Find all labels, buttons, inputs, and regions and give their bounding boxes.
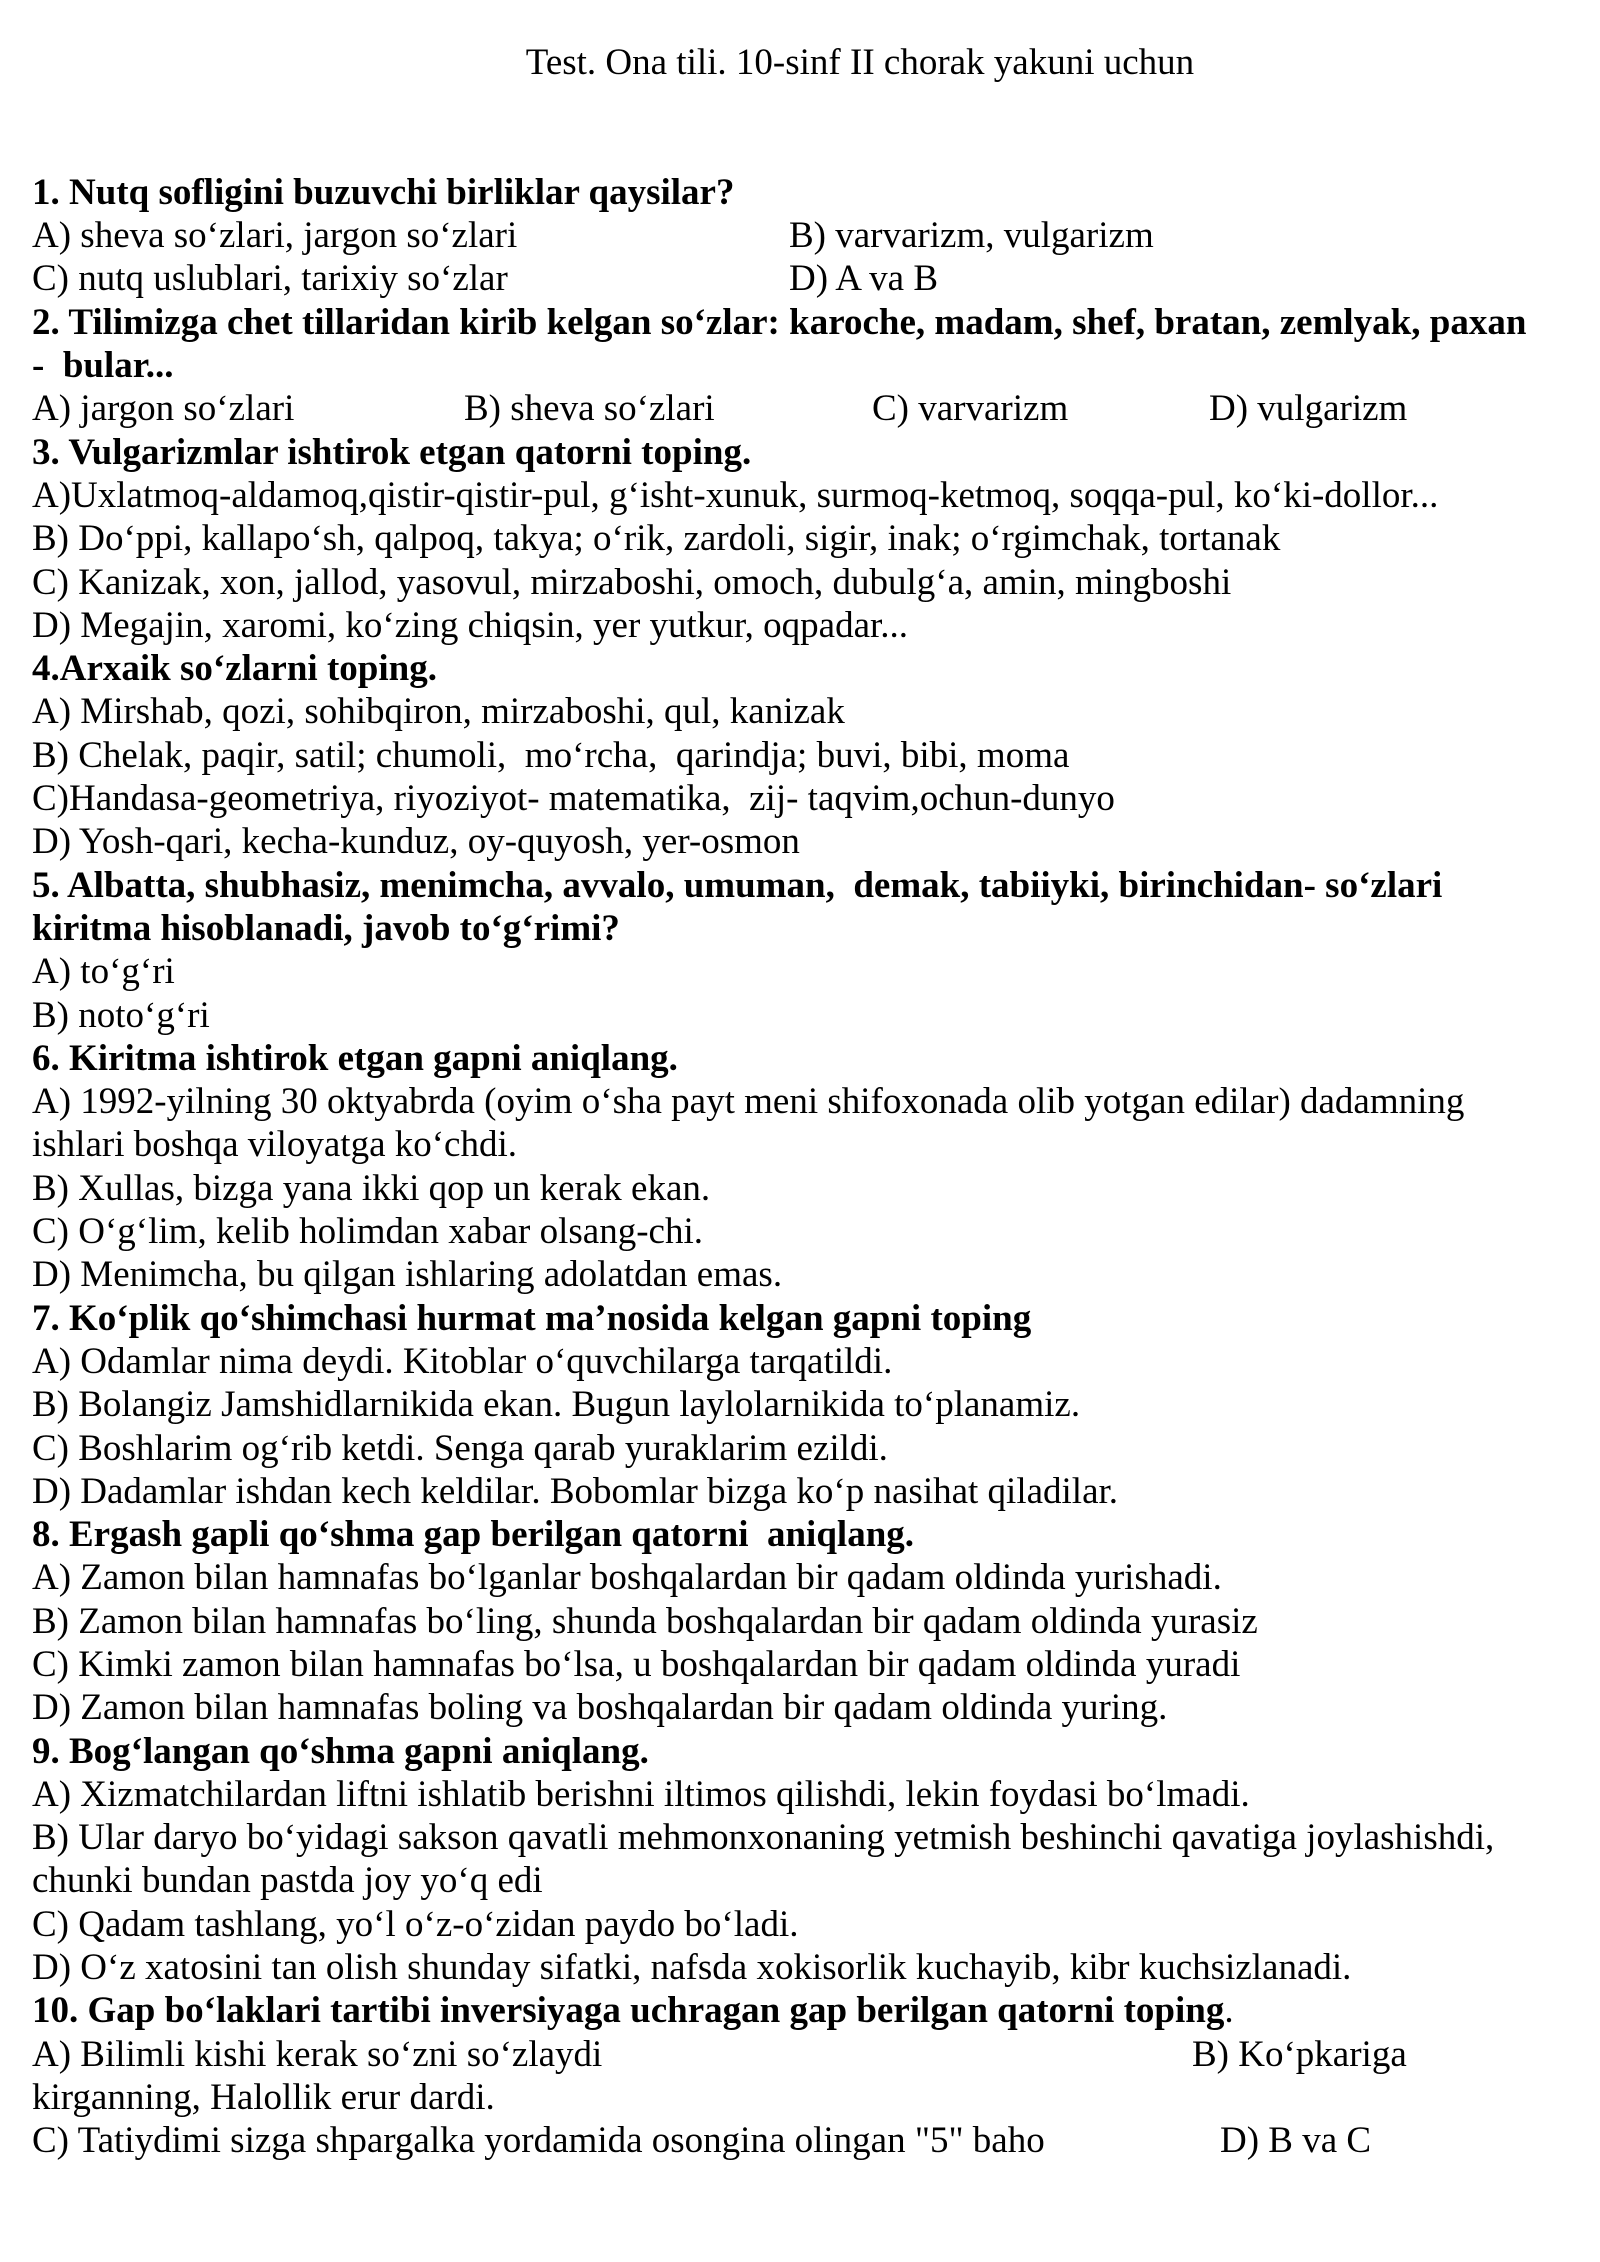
q2-heading-line-1: 2. Tilimizga chet tillaridan kirib kelgan so‘zlar: karoche, madam, shef, bratan, zemlyak, paxan: [32, 301, 1527, 343]
q9-option-b-line-1: B) Ular daryo bo‘yidagi sakson qavatli mehmonxonaning yetmish beshinchi qavatiga joylashishdi,: [32, 1817, 1495, 1859]
q4-option-c: C)Handasa-geometriya, riyoziyot- matematika, zij- taqvim,ochun-dunyo: [32, 778, 1115, 820]
q4-heading: 4.Arxaik so‘zlarni toping.: [32, 648, 437, 690]
q2-heading-line-2: - bular...: [32, 345, 174, 387]
q10-heading-period: .: [1224, 1990, 1234, 2032]
q9-option-b-line-2: chunki bundan pastda joy yo‘q edi: [32, 1860, 543, 1902]
q9-option-d: D) O‘z xatosini tan olish shunday sifatki, nafsda xokisorlik kuchayib, kibr kuchsizlanadi.: [32, 1947, 1352, 1989]
q3-heading: 3. Vulgarizmlar ishtirok etgan qatorni toping.: [32, 431, 752, 473]
q8-option-b: B) Zamon bilan hamnafas bo‘ling, shunda boshqalardan bir qadam oldinda yurasiz: [32, 1600, 1258, 1642]
q1-option-b: B) varvarizm, vulgarizm: [789, 215, 1154, 257]
q1-option-a: A) sheva so‘zlari, jargon so‘zlari: [32, 215, 518, 257]
q10-option-c: C) Tatiydimi sizga shpargalka yordamida osongina olingan "5" baho: [32, 2120, 1045, 2162]
q2-option-b: B) sheva so‘zlari: [464, 388, 715, 430]
q2-option-d: D) vulgarizm: [1209, 388, 1408, 430]
q4-option-a: A) Mirshab, qozi, sohibqiron, mirzaboshi, qul, kanizak: [32, 691, 845, 733]
q8-option-c: C) Kimki zamon bilan hamnafas bo‘lsa, u boshqalardan bir qadam oldinda yuradi: [32, 1643, 1241, 1685]
q5-heading-line-1: 5. Albatta, shubhasiz, menimcha, avvalo, umuman, demak, tabiiyki, birinchidan- so‘zlari: [32, 864, 1443, 906]
q3-option-d: D) Megajin, xaromi, ko‘zing chiqsin, yer yutkur, oqpadar...: [32, 604, 909, 646]
q7-option-b: B) Bolangiz Jamshidlarnikida ekan. Bugun laylolarnikida to‘planamiz.: [32, 1384, 1081, 1426]
q3-option-c: C) Kanizak, xon, jallod, yasovul, mirzaboshi, omoch, dubulg‘a, amin, mingboshi: [32, 561, 1232, 603]
q6-option-a-line-1: A) 1992-yilning 30 oktyabrda (oyim o‘sha payt meni shifoxonada olib yotgan edilar) dadamning: [32, 1081, 1465, 1123]
q4-option-d: D) Yosh-qari, kecha-kunduz, oy-quyosh, yer-osmon: [32, 821, 800, 863]
q10-option-b-continuation: kirganning, Halollik erur dardi.: [32, 2076, 495, 2118]
q5-option-a: A) to‘g‘ri: [32, 951, 175, 993]
q1-heading: 1. Nutq sofligini buzuvchi birliklar qaysilar?: [32, 171, 735, 213]
q1-option-c: C) nutq uslublari, tarixiy so‘zlar: [32, 258, 508, 300]
document-title: Test. Ona tili. 10-sinf II chorak yakuni uchun: [525, 42, 1195, 83]
q9-heading: 9. Bog‘langan qo‘shma gapni aniqlang.: [32, 1730, 649, 1772]
q10-heading: 10. Gap bo‘laklari tartibi inversiyaga uchragan gap berilgan qatorni toping.: [32, 1990, 1234, 2032]
q7-heading: 7. Ko‘plik qo‘shimchasi hurmat ma’nosida kelgan gapni toping: [32, 1297, 1032, 1339]
q1-options-row-ab: [32, 214, 1570, 257]
q7-option-a: A) Odamlar nima deydi. Kitoblar o‘quvchilarga tarqatildi.: [32, 1340, 893, 1382]
q1-option-d: D) A va B: [789, 258, 939, 300]
q6-heading: 6. Kiritma ishtirok etgan gapni aniqlang.: [32, 1037, 678, 1079]
q6-option-b: B) Xullas, bizga yana ikki qop un kerak ekan.: [32, 1167, 711, 1209]
q2-options-row: [32, 387, 1570, 430]
q3-option-b: B) Do‘ppi, kallapo‘sh, qalpoq, takya; o‘rik, zardoli, sigir, inak; o‘rgimchak, tortanak: [32, 518, 1281, 560]
q4-option-b: B) Chelak, paqir, satil; chumoli, mo‘rcha, qarindja; buvi, bibi, moma: [32, 734, 1070, 776]
q2-option-c: C) varvarizm: [872, 388, 1069, 430]
q1-options-row-cd: [32, 257, 1570, 300]
q8-heading: 8. Ergash gapli qo‘shma gap berilgan qatorni aniqlang.: [32, 1514, 915, 1556]
q5-option-b: B) noto‘g‘ri: [32, 994, 210, 1036]
q8-option-a: A) Zamon bilan hamnafas bo‘lganlar boshqalardan bir qadam oldinda yurishadi.: [32, 1557, 1222, 1599]
q9-option-c: C) Qadam tashlang, yo‘l o‘z-o‘zidan paydo bo‘ladi.: [32, 1903, 799, 1945]
q10-options-row-cd: [32, 2119, 1570, 2162]
q7-option-c: C) Boshlarim og‘rib ketdi. Senga qarab yuraklarim ezildi.: [32, 1427, 888, 1469]
q10-options-row-ab: [32, 2033, 1570, 2076]
q7-option-d: D) Dadamlar ishdan kech keldilar. Bobomlar bizga ko‘p nasihat qiladilar.: [32, 1470, 1119, 1512]
q10-option-d: D) B va C: [1220, 2120, 1372, 2162]
q5-heading-line-2: kiritma hisoblanadi, javob to‘g‘rimi?: [32, 907, 620, 949]
q2-option-a: A) jargon so‘zlari: [32, 388, 295, 430]
q6-option-a-line-2: ishlari boshqa viloyatga ko‘chdi.: [32, 1124, 518, 1166]
q9-option-a: A) Xizmatchilardan liftni ishlatib berishni iltimos qilishdi, lekin foydasi bo‘lmadi.: [32, 1773, 1250, 1815]
q10-option-b: B) Ko‘pkariga: [1192, 2033, 1407, 2075]
q10-option-a: A) Bilimli kishi kerak so‘zni so‘zlaydi: [32, 2033, 603, 2075]
q6-option-d: D) Menimcha, bu qilgan ishlaring adolatdan emas.: [32, 1254, 783, 1296]
q6-option-c: C) O‘g‘lim, kelib holimdan xabar olsang-chi.: [32, 1211, 703, 1253]
q8-option-d: D) Zamon bilan hamnafas boling va boshqalardan bir qadam oldinda yuring.: [32, 1687, 1168, 1729]
q3-option-a: A)Uxlatmoq-aldamoq,qistir-qistir-pul, g‘isht-xunuk, surmoq-ketmoq, soqqa-pul, ko‘ki-dollor...: [32, 474, 1439, 516]
